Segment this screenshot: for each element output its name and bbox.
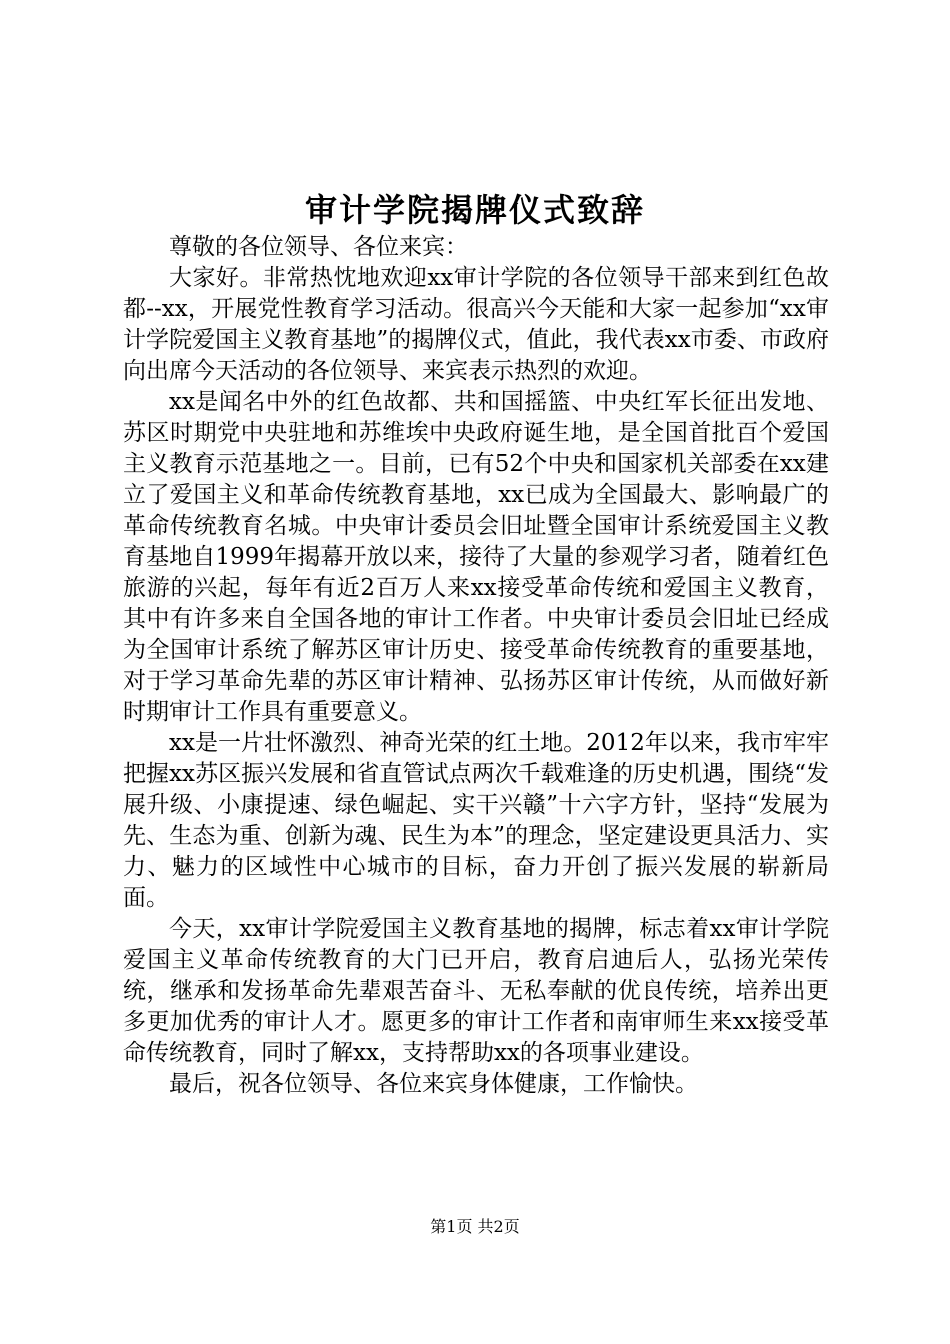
closing-paragraph: 最后，祝各位领导、各位来宾身体健康，工作愉快。 <box>169 1071 698 1097</box>
document-title: 审计学院揭牌仪式致辞 <box>304 191 645 229</box>
salutation-paragraph: 尊敬的各位领导、各位来宾： <box>169 234 468 260</box>
page-number-footer: 第1页 共2页 <box>430 1217 520 1236</box>
welcome-paragraph: 大家好。非常热忱地欢迎xx审计学院的各位领导干部来到红色故都--xx，开展党性教育学习活动。很高兴今天能和大家一起参加“xx审计学院爱国主义教育基地”的揭牌仪式，值此，我代表xx市委、市政府向出席今天活动的各位领导、来宾表示热烈的欢迎。 <box>123 265 829 384</box>
unveiling-paragraph: 今天，xx审计学院爱国主义教育基地的揭牌，标志着xx审计学院爱国主义革命传统教育的大门已开启，教育启迪后人，弘扬光荣传统，继承和发扬革命先辈艰苦奋斗、无私奉献的优良传统，培养出更多更加优秀的审计人才。愿更多的审计工作者和南审师生来xx接受革命传统教育，同时了解xx，支持帮助xx的各项事业建设。 <box>123 916 829 1066</box>
development-paragraph: xx是一片壮怀激烈、神奇光荣的红土地。2012年以来，我市牢牢把握xx苏区振兴发展和省直管试点两次千载难逢的历史机遇，围绕“发展升级、小康提速、绿色崛起、实干兴赣”十六字方针，坚持“发展为先、生态为重、创新为魂、民生为本”的理念，坚定建设更具活力、实力、魅力的区域性中心城市的目标，奋力开创了振兴发展的崭新局面。 <box>123 730 829 911</box>
document-body <box>123 232 829 1100</box>
history-paragraph: xx是闻名中外的红色故都、共和国摇篮、中央红军长征出发地、苏区时期党中央驻地和苏维埃中央政府诞生地，是全国首批百个爱国主义教育示范基地之一。目前，已有52个中央和国家机关部委在xx建立了爱国主义和革命传统教育基地，xx已成为全国最大、影响最广的革命传统教育名城。中央审计委员会旧址暨全国审计系统爱国主义教育基地自1999年揭幕开放以来，接待了大量的参观学习者，随着红色旅游的兴起，每年有近2百万人来xx接受革命传统和爱国主义教育，其中有许多来自全国各地的审计工作者。中央审计委员会旧址已经成为全国审计系统了解苏区审计历史、接受革命传统教育的重要基地，对于学习革命先辈的苏区审计精神、弘扬苏区审计传统，从而做好新时期审计工作具有重要意义。 <box>123 389 829 725</box>
